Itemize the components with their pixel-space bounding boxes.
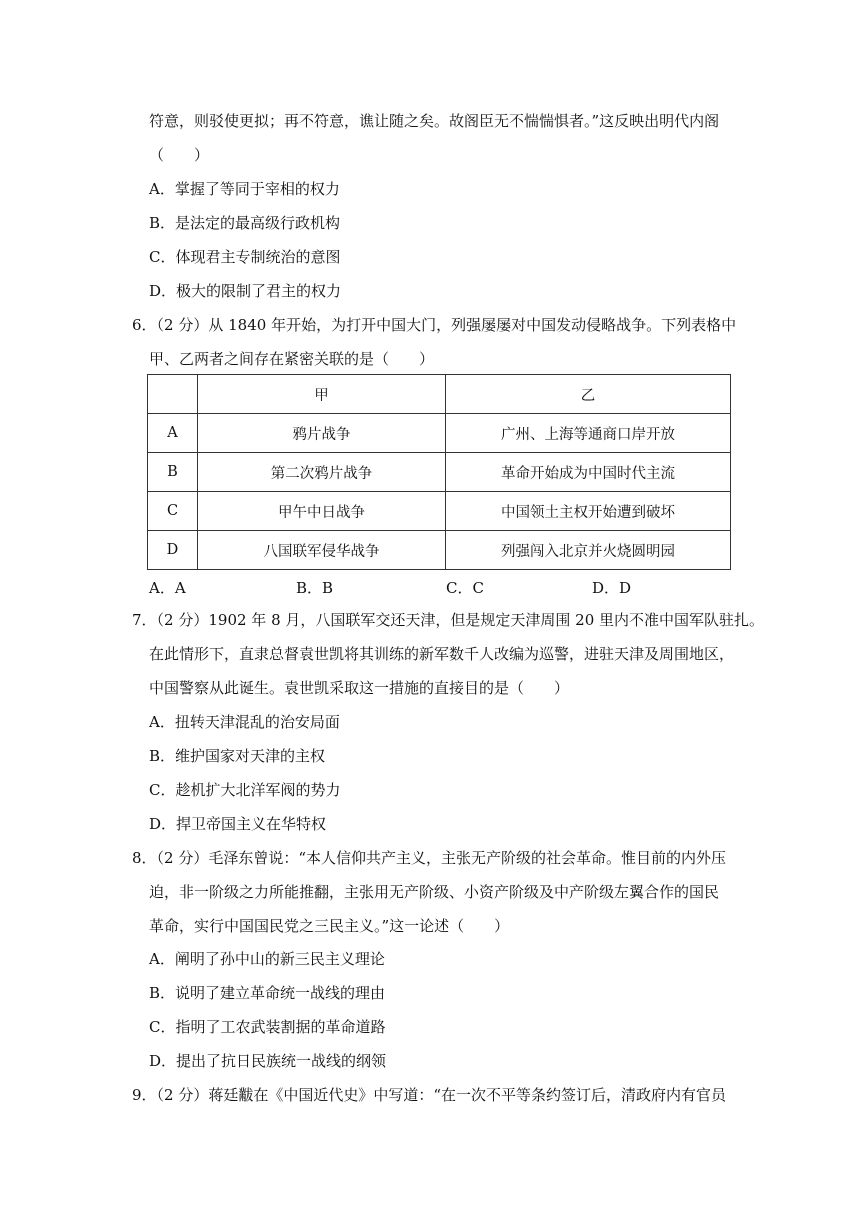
- q5-answer-paren: （ ）: [149, 146, 210, 164]
- q6-option-c: C．C: [446, 579, 484, 597]
- q7-option-d: D．捍卫帝国主义在华特权: [149, 815, 327, 833]
- q5-text-line1: 符意，则驳使更拟；再不符意，谯让随之矣。故阁臣无不惴惴惧者。”这反映出明代内阁: [149, 112, 720, 130]
- table-row: [148, 453, 731, 492]
- table-cell: C: [148, 492, 198, 531]
- q9-text-line1: 9．（2 分）蒋廷黻在《中国近代史》中写道：“在一次不平等条约签订后，清政府内有官员: [132, 1086, 727, 1104]
- q7-option-b: B．维护国家对天津的主权: [149, 747, 326, 765]
- table-cell: 广州、上海等通商口岸开放: [446, 414, 731, 453]
- q6-text-line1: 6．（2 分）从 1840 年开始，为打开中国大门，列强屡屡对中国发动侵略战争。下列表格中: [132, 316, 737, 334]
- table-cell: D: [148, 531, 198, 570]
- table-cell: 鸦片战争: [198, 414, 446, 453]
- table-cell: 革命开始成为中国时代主流: [446, 453, 731, 492]
- q6-text-line2: 甲、乙两者之间存在紧密关联的是（ ）: [149, 350, 435, 368]
- q6-options: [149, 577, 709, 597]
- q5-option-a: A．掌握了等同于宰相的权力: [149, 180, 340, 198]
- table-row: [148, 531, 731, 570]
- q8-text-line2: 迫，非一阶级之力所能推翻，主张用无产阶级、小资产阶级及中产阶级左翼合作的国民: [149, 883, 720, 901]
- table-row: [148, 414, 731, 453]
- q7-option-c: C．趁机扩大北洋军阀的势力: [149, 781, 341, 799]
- table-cell: 中国领土主权开始遭到破坏: [446, 492, 731, 531]
- q5-option-d: D．极大的限制了君主的权力: [149, 282, 342, 300]
- table-header-cell: [148, 375, 198, 414]
- table-cell: A: [148, 414, 198, 453]
- q8-text-line1: 8．（2 分）毛泽东曾说：“本人信仰共产主义，主张无产阶级的社会革命。惟目前的内外压: [132, 849, 727, 867]
- q6-option-a: A．A: [149, 579, 186, 597]
- q6-option-b: B．B: [296, 579, 334, 597]
- table-header-row: [148, 375, 731, 414]
- q7-text-line2: 在此情形下，直隶总督袁世凯将其训练的新军数千人改编为巡警，进驻天津及周围地区，: [149, 645, 735, 663]
- q6-option-d: D．D: [592, 579, 632, 597]
- q8-option-c: C．指明了工农武装割据的革命道路: [149, 1018, 386, 1036]
- q8-option-d: D．提出了抗日民族统一战线的纲领: [149, 1052, 387, 1070]
- q5-option-c: C．体现君主专制统治的意图: [149, 248, 341, 266]
- table-row: [148, 492, 731, 531]
- q8-option-b: B．说明了建立革命统一战线的理由: [149, 984, 386, 1002]
- table-cell: 八国联军侵华战争: [198, 531, 446, 570]
- q7-text-line3: 中国警察从此诞生。袁世凯采取这一措施的直接目的是（ ）: [149, 679, 570, 697]
- table-cell: 列强闯入北京并火烧圆明园: [446, 531, 731, 570]
- table-header-cell: 乙: [446, 375, 731, 414]
- q7-option-a: A．扭转天津混乱的治安局面: [149, 713, 340, 731]
- q8-option-a: A．阐明了孙中山的新三民主义理论: [149, 950, 385, 968]
- q5-option-b: B．是法定的最高级行政机构: [149, 214, 341, 232]
- table-cell: 甲午中日战争: [198, 492, 446, 531]
- table-header-cell: 甲: [198, 375, 446, 414]
- q6-table: [147, 374, 731, 570]
- q7-text-line1: 7．（2 分）1902 年 8 月，八国联军交还天津，但是规定天津周围 20 里内不准中国军队驻扎。: [132, 611, 765, 629]
- table-cell: 第二次鸦片战争: [198, 453, 446, 492]
- q8-text-line3: 革命，实行中国国民党之三民主义。”这一论述（ ）: [149, 917, 510, 935]
- table-cell: B: [148, 453, 198, 492]
